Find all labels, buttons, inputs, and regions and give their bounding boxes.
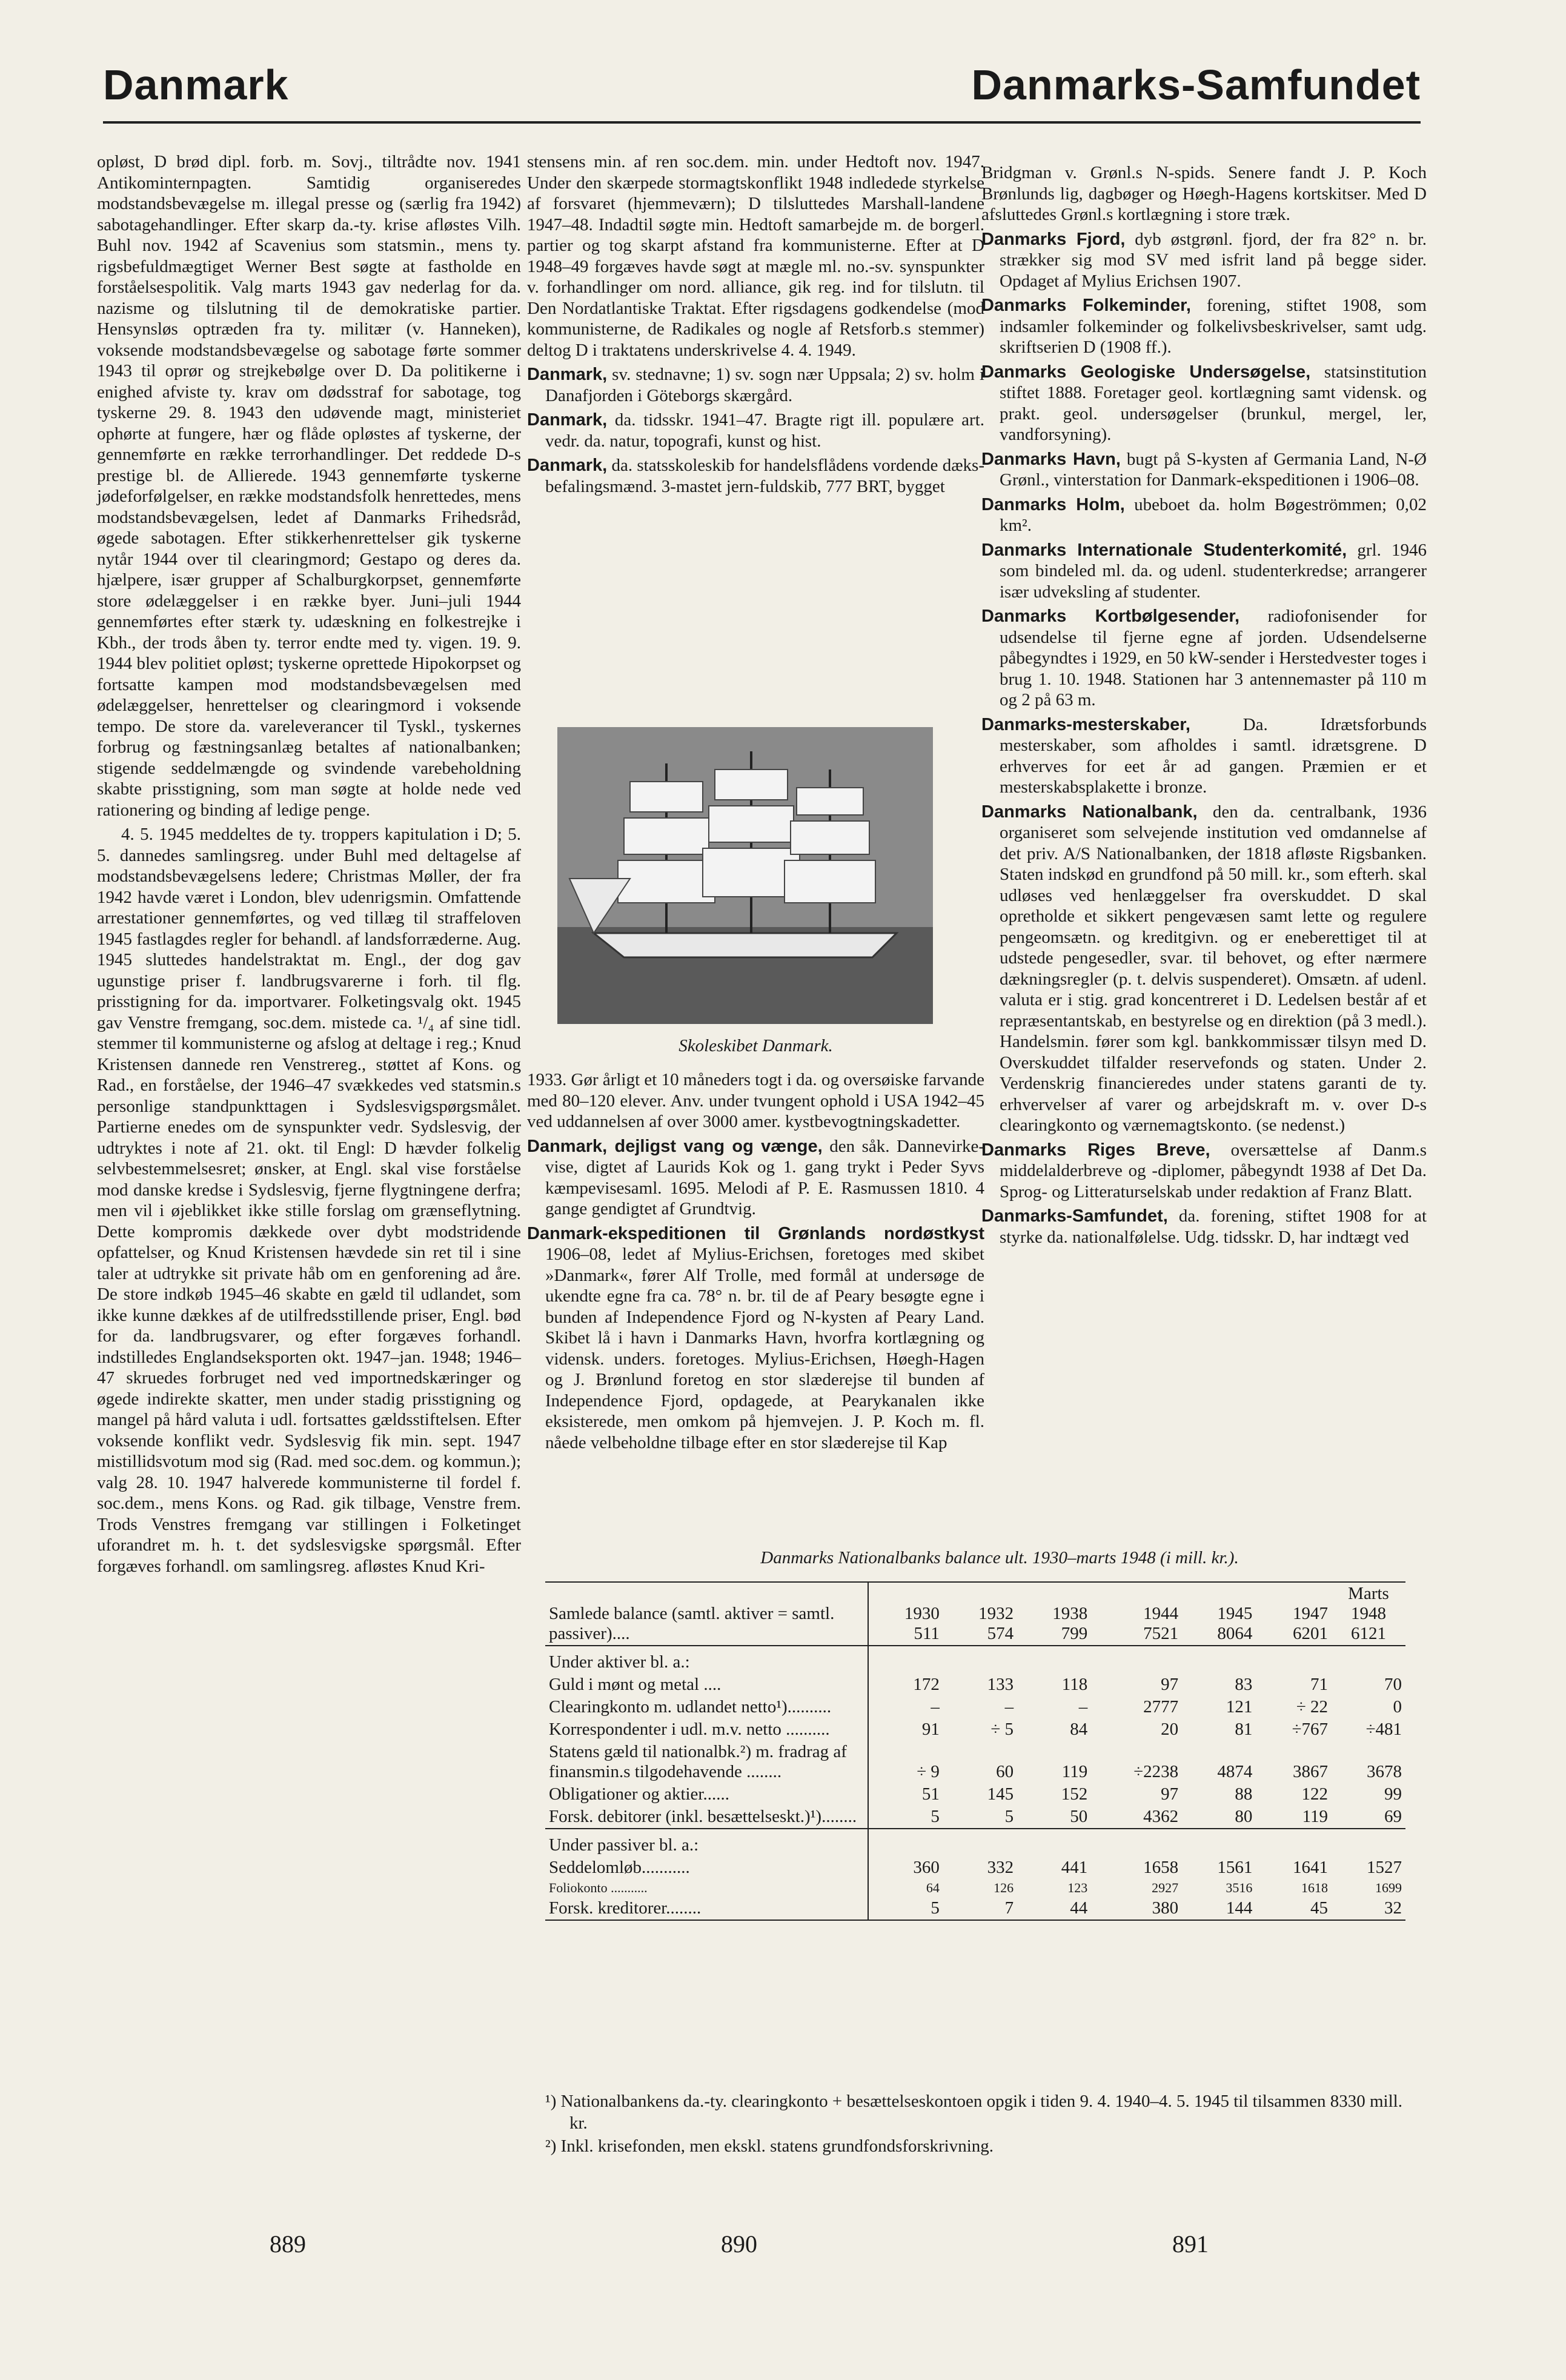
table-cell: 80 — [1235, 1807, 1253, 1826]
column-2-top — [527, 151, 984, 500]
table-cell: 119 — [1061, 1762, 1088, 1781]
row-label: Foliokonto ........... — [545, 1879, 868, 1897]
entry-text: bugt på S-kysten af Germania Land, N-Ø Grønl., vinterstation for Danmark-ekspeditionen i 1906–08. — [1000, 449, 1427, 490]
table-cell: 6121 — [1351, 1624, 1386, 1643]
entry — [981, 494, 1427, 536]
table-row — [545, 1806, 1405, 1829]
entry — [527, 455, 984, 497]
table-cell: 123 — [1067, 1880, 1088, 1895]
table-cell: 5 — [1004, 1807, 1014, 1826]
row-label: Statens gæld til nationalbk.²) m. fradrag af finansmin.s tilgodehavende ........ — [545, 1741, 868, 1783]
footnote: ¹) Nationalbankens da.-ty. clearingkonto + besættelseskontoen opgik i tiden 9. 4. 1940–4. 5. 1945 til tilsammen 8330 mill. kr. — [545, 2092, 1402, 2133]
table-cell: 1641 — [1293, 1858, 1328, 1877]
entry-text: den da. centralbank, 1936 organiseret som selvejende institution ved omdannelse af det priv. A/S Nationalbanken, der 1818 afløste Rigsbanken. Staten indskød en grundfond på 50 mill. kr., som efterh. skal udløses ved henlæggelser fra overskuddet. D skal opretholde et sikkert pengevæsen samt lette og regulere pengeomsætn. og kreditgivn. og er eneberettiget til at udstede pengesedler, svar. til behovet, og efter nærmere dækningsregler (p. t. delvis suspenderet). Omsætn. af udenl. valuta er i stig. grad koncentreret i D. Ledelsen består af et repræsentantskab, en bestyrelse og en direktion (på 3 medl.). Handelsmin. fører som kgl. bankkommissær tilsyn med D. Overskuddet tilfalder reservefonds og staten. Under 2. Verdenskrig financieredes under statens garanti de ty. erhvervelser af varer og arbejdskraft m. v. over D-s clearingkonto og værnemagtskonto. (se nedenst.) — [1000, 802, 1427, 1135]
entry-text: da. statsskoleskib for handelsflådens vordende dæks-befalingsmænd. 3-mastet jern-fuldskib, 777 BRT, bygget — [545, 456, 984, 496]
table-cell: 122 — [1301, 1784, 1328, 1804]
entry — [981, 540, 1427, 603]
table-cell: 6201 — [1293, 1624, 1328, 1643]
table-cell: 5 — [931, 1807, 940, 1826]
table-row — [545, 1741, 1405, 1783]
table-cell: 7 — [1004, 1898, 1014, 1918]
year-header: Marts 1948 — [1348, 1584, 1389, 1623]
year-header: 1947 — [1293, 1604, 1328, 1623]
table-cell: 121 — [1226, 1697, 1253, 1717]
table-cell: 511 — [914, 1624, 940, 1643]
paragraph: 1933. Gør årligt et 10 måneders togt i da. og oversøiske farvande med 80–120 elever. Anv. under tvungent ophold i USA 1942–45 ved uddannelsen af over 3000 amer. kystbevogtningskadetter. — [527, 1070, 984, 1131]
entry-headword: Danmarks Havn, — [981, 449, 1121, 469]
table-cell: 118 — [1061, 1675, 1088, 1694]
row-label: Guld i mønt og metal .... — [545, 1674, 868, 1696]
section-header-row — [545, 1646, 1405, 1674]
table-cell: 126 — [994, 1880, 1014, 1895]
page-number: 890 — [721, 2230, 757, 2258]
entry-text: forening, stiftet 1908, som indsamler folkeminder og folkelivsbeskrivelser, samt udg. skriftserien D (1908 ff.). — [1000, 296, 1427, 357]
entry — [981, 449, 1427, 491]
table-cell: 2927 — [1152, 1880, 1179, 1895]
photo-caption: Skoleskibet Danmark. — [678, 1036, 833, 1055]
table-cell: – — [1078, 1697, 1088, 1717]
entry-text: sv. stednavne; 1) sv. sogn nær Uppsala; 2) sv. holm i Danafjorden i Göteborgs skærgård. — [545, 365, 984, 405]
page-number: 889 — [270, 2230, 306, 2258]
table-cell: 3678 — [1367, 1762, 1402, 1781]
entry-headword: Danmark, — [527, 456, 608, 475]
table-cell: 81 — [1235, 1720, 1253, 1739]
balance-table — [545, 1581, 1405, 1921]
year-header: 1945 — [1217, 1604, 1253, 1623]
entry-headword: Danmark, — [527, 410, 608, 430]
table-cell: 441 — [1061, 1858, 1088, 1877]
running-header-right: Danmarks-Samfundet — [971, 61, 1421, 108]
entry-text: 1906–08, ledet af Mylius-Erichsen, foretoges med skibet »Danmark«, fører Alf Trolle, med formål at undersøge de ukendte egne fra ca. 78° n. br. til de af Peary besøgte egne i bunden af Independence Fjord og N-kysten af Peary Land. Skibet lå i havn i Danmarks Havn, hvorfra kortlægning og vidensk. unders. foretoges. Mylius-Erichsen, Høegh-Hagen og J. Brønlund foretog en stor slæderejse til bunden af Independence Fjord, opdagede, at Pearykanalen ikke eksisterede, men omkom på hjemvejen. J. P. Koch m. fl. nåede velbeholdne tilbage efter en stor slæderejse til Kap — [545, 1245, 984, 1452]
row-label: Seddelomløb........... — [545, 1856, 868, 1879]
entry-text: ubeboet da. holm Bøgeströmmen; 0,02 km². — [1000, 494, 1427, 535]
entry-headword: Danmarks-mesterskaber, — [981, 714, 1190, 734]
table-cell: 4362 — [1143, 1807, 1179, 1826]
table-title-main: Danmarks Nationalbanks balance ult. 1930–marts 1948 — [760, 1548, 1156, 1567]
entry-headword: Danmarks Holm, — [981, 494, 1125, 514]
table-title — [545, 1548, 1454, 1568]
table-cell: 360 — [913, 1858, 940, 1877]
table-cell: 69 — [1384, 1807, 1402, 1826]
entry-headword: Danmarks Geologiske Undersøgelse, — [981, 362, 1311, 382]
table-row — [545, 1879, 1405, 1897]
table-cell: ÷767 — [1292, 1720, 1328, 1739]
entry-headword: Danmarks-Samfundet, — [981, 1206, 1168, 1226]
table-cell: ÷ 9 — [917, 1762, 940, 1781]
table-cell: 799 — [1061, 1624, 1088, 1643]
row-label: Clearingkonto m. udlandet netto¹).......... — [545, 1696, 868, 1718]
table-cell: 145 — [987, 1784, 1014, 1804]
table-cell: – — [1004, 1697, 1014, 1717]
liabilities-header: Under passiver bl. a.: — [545, 1829, 868, 1856]
table-cell: 60 — [996, 1762, 1014, 1781]
entry-text: oversættelse af Danm.s middelalderbreve og -diplomer, påbegyndt 1938 af Det Da. Sprog- og Litteraturselskab under redaktion af Franz Blatt. — [1000, 1140, 1427, 1202]
total-label: Samlede balance (samtl. aktiver = samtl. passiver).... — [545, 1583, 868, 1646]
entry-text: da. forening, stiftet 1908 for at styrke da. nationalfølelse. Udg. tidsskr. D, har indtægt ved — [1000, 1206, 1427, 1247]
entry-text: dyb østgrønl. fjord, der fra 82° n. br. strækker sig mod SV med isfrit land på begge sider. Opdaget af Mylius Erichsen 1907. — [1000, 229, 1427, 291]
table-cell: 44 — [1070, 1898, 1088, 1918]
entry-headword: Danmarks Folkeminder, — [981, 296, 1191, 315]
assets-header: Under aktiver bl. a.: — [545, 1646, 868, 1674]
table-cell: 3867 — [1293, 1762, 1328, 1781]
row-label: Forsk. debitorer (inkl. besættelseskt.)¹)........ — [545, 1806, 868, 1829]
table-cell: 1527 — [1367, 1858, 1402, 1877]
table-cell: 88 — [1235, 1784, 1253, 1804]
paragraph: Bridgman v. Grønl.s N-spids. Senere fandt J. P. Koch Brønlunds lig, dagbøger og Høegh-Hagens kortskitser. Med D afsluttedes Grønl.s kortlægning i store træk. — [981, 163, 1427, 224]
table-row-total — [545, 1583, 1405, 1646]
table-cell: 144 — [1226, 1898, 1253, 1918]
table-cell: 50 — [1070, 1807, 1088, 1826]
entry-headword: Danmarks Riges Breve, — [981, 1140, 1210, 1160]
table-cell: 20 — [1161, 1720, 1179, 1739]
column-2-bottom — [527, 1069, 984, 1457]
table-cell: 97 — [1161, 1675, 1179, 1694]
entry — [527, 410, 984, 451]
table-row — [545, 1783, 1405, 1806]
entry-headword: Danmark-ekspeditionen til Grønlands nordøstkyst — [527, 1223, 984, 1243]
table-cell: 1618 — [1301, 1880, 1328, 1895]
table-cell: 5 — [931, 1898, 940, 1918]
table-cell: 64 — [926, 1880, 940, 1895]
table-cell: 3516 — [1226, 1880, 1253, 1895]
entry-headword: Danmark, dejligst vang og vænge, — [527, 1136, 823, 1156]
table-row — [545, 1856, 1405, 1879]
footnote: ²) Inkl. krisefonden, men ekskl. statens grundfondsforskrivning. — [545, 2136, 994, 2156]
page-number: 891 — [1172, 2230, 1209, 2258]
entry-headword: Danmarks Fjord, — [981, 229, 1126, 249]
table-cell: – — [931, 1697, 940, 1717]
entry — [527, 1223, 984, 1454]
table-cell: 71 — [1310, 1675, 1328, 1694]
table-row — [545, 1696, 1405, 1718]
table-cell: 99 — [1384, 1784, 1402, 1804]
entry — [981, 1206, 1427, 1248]
table-title-unit: (i mill. kr.). — [1160, 1548, 1239, 1567]
table-cell: 332 — [987, 1858, 1014, 1877]
section-header-row — [545, 1829, 1405, 1856]
table-cell: 7521 — [1143, 1624, 1179, 1643]
entry-headword: Danmarks Internationale Studenterkomité, — [981, 540, 1347, 560]
table-cell: 97 — [1161, 1784, 1179, 1804]
entry — [527, 1136, 984, 1220]
table-cell: ÷ 22 — [1296, 1697, 1328, 1717]
table-cell: 51 — [921, 1784, 940, 1804]
entry — [981, 606, 1427, 711]
table-cell: 1561 — [1217, 1858, 1253, 1877]
year-header: 1944 — [1143, 1604, 1179, 1623]
table-cell: 1658 — [1143, 1858, 1179, 1877]
entry-text: da. tidsskr. 1941–47. Bragte rigt ill. populære art. vedr. da. natur, topografi, kunst og hist. — [545, 410, 985, 451]
table-cell: 8064 — [1217, 1624, 1253, 1643]
row-label: Forsk. kreditorer........ — [545, 1897, 868, 1920]
table-cell: ÷481 — [1365, 1720, 1402, 1739]
entry-headword: Danmarks Kortbølgesender, — [981, 607, 1240, 626]
entry — [981, 362, 1427, 445]
column-3 — [981, 162, 1427, 1251]
entry — [981, 802, 1427, 1136]
table-cell: 380 — [1152, 1898, 1179, 1918]
table-cell: 32 — [1384, 1898, 1402, 1918]
column-1 — [97, 151, 521, 1580]
table-cell: ÷ 5 — [990, 1720, 1014, 1739]
entry-text: den såk. Dannevirke-vise, digtet af Laurids Kok og 1. gang trykt i Peder Syvs kæmpevisesaml. 1695. Melodi af P. E. Rasmussen 1810. 4 gange gendigtet af Grundtvig. — [545, 1136, 984, 1218]
entry — [981, 229, 1427, 292]
entry — [981, 714, 1427, 798]
table-cell: 574 — [987, 1624, 1014, 1643]
sailing-ship-image — [557, 727, 933, 1024]
table-cell: 2777 — [1143, 1697, 1179, 1717]
year-header: 1932 — [978, 1604, 1014, 1623]
year-header: 1930 — [904, 1604, 940, 1623]
table-cell: 133 — [987, 1675, 1014, 1694]
entry-headword: Danmarks Nationalbank, — [981, 802, 1198, 822]
entry — [981, 295, 1427, 358]
ship-photo — [557, 727, 933, 1024]
table-row — [545, 1718, 1405, 1741]
table-cell: 91 — [921, 1720, 940, 1739]
paragraph: opløst, D brød dipl. forb. m. Sovj., tiltrådte nov. 1941 Antikominternpagten. Samtidig organiseredes modstandsbevægelse m. illegal presse og (særlig fra 1942) sabotagehandlinger. Efter skarp da.-ty. krise afløstes Vilh. Buhl nov. 1942 af Scavenius som statsmin., mens ty. rigsbefuldmægtiget Werner Best søgte at fastholde en forståelsespolitik. Valg marts 1943 gav nederlag for da. nazisme og tilslutning til de demokratiske partier. Hensynsløs optræden fra ty. militær (v. Hanneken), voksende modstandsbevægelse og sabotage førte sommer 1943 til oprør og strejkebølge over D. Da politikerne i enighed afviste ty. krav om dødsstraf for sabotage, tog tyskerne 29. 8. 1943 den udøvende magt, ministeriet ophørte at fungere, hær og flåde opløstes af tyskerne, der gennemførte en række terrorhandlinger. Det reddede D-s prestige bl. de Allierede. 1943 gennemførte tyskerne jødeforfølgelser, en række modstandsfolk henrettedes, mens modstandsbevægelsen, ledet af Danmarks Frihedsråd, øgede sabotagen. Efter stikkerhenrettelser gik tyskerne nytår 1944 over til clearingmord; Gestapo og deres da. hjælpere, især grupper af Schalburgkorpset, gennemførte store ødelæggelser i en række byer. Juni–juli 1944 gennemførtes efter stærk ty. udæskning en folkestrejke i Kbh., der trods åben ty. terror endte med ty. vigen. 19. 9. 1944 blev politiet opløst; tyskerne oprettede Hipokorpset og fortsatte kampen mod modstandsbevægelsen med ødelæggelser, henrettelser og clearingmord i voksende tempo. De store da. vareleverancer til Tyskl., tyskernes forbrug og fæstningsanlæg betaltes af nationalbanken; stigende seddelmængde og svindende varebeholdning skabte prisstigning, som man søgte at holde nede ved rationering og binding af ledige penge. — [97, 152, 521, 820]
table-cell: 119 — [1302, 1807, 1328, 1826]
row-label: Obligationer og aktier...... — [545, 1783, 868, 1806]
table-row — [545, 1674, 1405, 1696]
table-footnotes — [545, 2090, 1405, 2158]
entry — [981, 1140, 1427, 1203]
entry-text: Da. Idrætsforbunds mesterskaber, som afholdes i samtl. idrætsgrene. D erhverves for eet år ad gangen. Præmien er et mesterskabsplakette i bronze. — [1000, 714, 1427, 797]
table-row — [545, 1897, 1405, 1920]
header-rule — [103, 121, 1421, 124]
table-cell: 70 — [1384, 1675, 1402, 1694]
row-label: Korrespondenter i udl. m.v. netto .......... — [545, 1718, 868, 1741]
table-cell: ÷2238 — [1133, 1762, 1179, 1781]
entry — [527, 364, 984, 406]
table-cell: 152 — [1061, 1784, 1088, 1804]
paragraph: 4. 5. 1945 meddeltes de ty. troppers kapitulation i D; 5. 5. dannedes samlingsreg. under Buhl med deltagelse af modstandsbevægelsens ledere; Christmas Møller, der fra 1942 havde været i London, blev udenrigsmin. Omfattende arrestationer gennemførtes, og ved tillæg til straffeloven 1945 fastlagdes regler for behandl. af landsforræderne. Aug. 1945 sluttedes handelstraktat m. Engl., der dog gav ugunstige priser f. landbrugsvarerne i forh. til flg. prisstigning for da. importvarer. Folketingsvalg okt. 1945 gav Venstre fremgang, soc.dem. mistede ca. ¹/₄ af sine tidl. stemmer til kommunisterne og afslog at deltage i reg.; Knud Kristensen dannede ren Venstrereg., støttet af Kons. og Rad., en forståelse, der 1946–47 svækkedes ved statsmin.s personlige standpunkttagen i Sydslesvigspørgsmålet. Partierne enedes om de synspunkter vedr. Sydslesvig, der udtryktes i note af 21. okt. til Engl: D hævder folkelig selvbestemmelsesret; ønsker, at Engl. skal vise forståelse mod danske kredse i Sydslesvig, fjerne flygtningene derfra; men vil i øjeblikket ikke stille forslag om grænseflytning. Dette kompromis dækkede over dybt modstridende opfattelser, og Knud Kristensen hævdede sin ret til i sine taler at udtrykke sit private håb om en genforening ad åre. De store indkøb 1945–46 skabte en gæld til udlandet, som ikke kunne dækkes af de utilfredsstillende priser, Engl. bød for da. landbrugsvarer, og efter forgæves forhandl. indstilledes Englandseksporten okt. 1947–jan. 1948; 1946–47 skruedes forbruget ned ved importnedskæringer og øgede indirekte skatter, men under stadig prisstigning og mangel på hård valuta i udl. fortsattes gældsstiftelsen. Efter voksende konflikt vedr. Sydslesvig fik min. sept. 1947 mistillidsvotum mod sig (Rad. med soc.dem. og kommun.); valg 28. 10. 1947 halverede kommunisterne til fordel f. soc.dem., mens Kons. og Rad. gik tilbage, Venstre frem. Trods Venstres fremgang var stillingen i Folketinget uforandret m. h. t. det sydslesvigske spørgsmål. Efter forgæves forhandl. om samlingsreg. afløstes Knud Kri- — [97, 825, 521, 1576]
entry-text: grl. 1946 som bindeled ml. da. og udenl. studenterkredse; arrangerer især udveksling af studenter. — [1000, 540, 1427, 602]
entry-headword: Danmark, — [527, 365, 608, 384]
table-cell: 0 — [1393, 1697, 1402, 1717]
table-cell: 1699 — [1375, 1880, 1402, 1895]
year-header: 1938 — [1052, 1604, 1088, 1623]
paragraph: stensens min. af ren soc.dem. min. under Hedtoft nov. 1947. Under den skærpede stormagtskonflikt 1948 indledede styrkelse af forsvaret (hjemmeværn); D tilsluttedes Marshall-landene 1947–48. Indadtil søgte min. Hedtoft samarbejde m. de borgerl. partier og tog skarpt afstand fra kommunisterne. Efter at D 1948–49 forgæves havde søgt at mægle ml. no.-sv. synspunkter v. forhandlinger om nord. alliance, gik reg. ind for tilslutn. til Den Nordatlantiske Traktat. Efter rigsdagens godkendelse (mod kommunisterne, de Radikales og nogle af Retsforb.s stemmer) deltog D i traktatens underskrivelse 4. 4. 1949. — [527, 152, 984, 360]
table-cell: 4874 — [1217, 1762, 1253, 1781]
table-cell: 84 — [1070, 1720, 1088, 1739]
entry-text: radiofonisender for udsendelse til fjerne egne af jorden. Udsendelserne påbegyndtes i 1929, en 50 kW-sender i Herstedvester toges i brug 1. 10. 1948. Stationen har 3 antennemaster på 110 m og 2 på 63 m. — [1000, 607, 1427, 710]
entry-text: statsinstitution stiftet 1888. Foretager geol. kortlægning samt vidensk. og prakt. geol. undersøgelser (brunkul, mergel, ler, vandforsyning). — [1000, 362, 1427, 444]
table-cell: 83 — [1235, 1675, 1253, 1694]
table-cell: 45 — [1310, 1898, 1328, 1918]
table-cell: 172 — [913, 1675, 940, 1694]
running-header-left: Danmark — [103, 61, 289, 108]
